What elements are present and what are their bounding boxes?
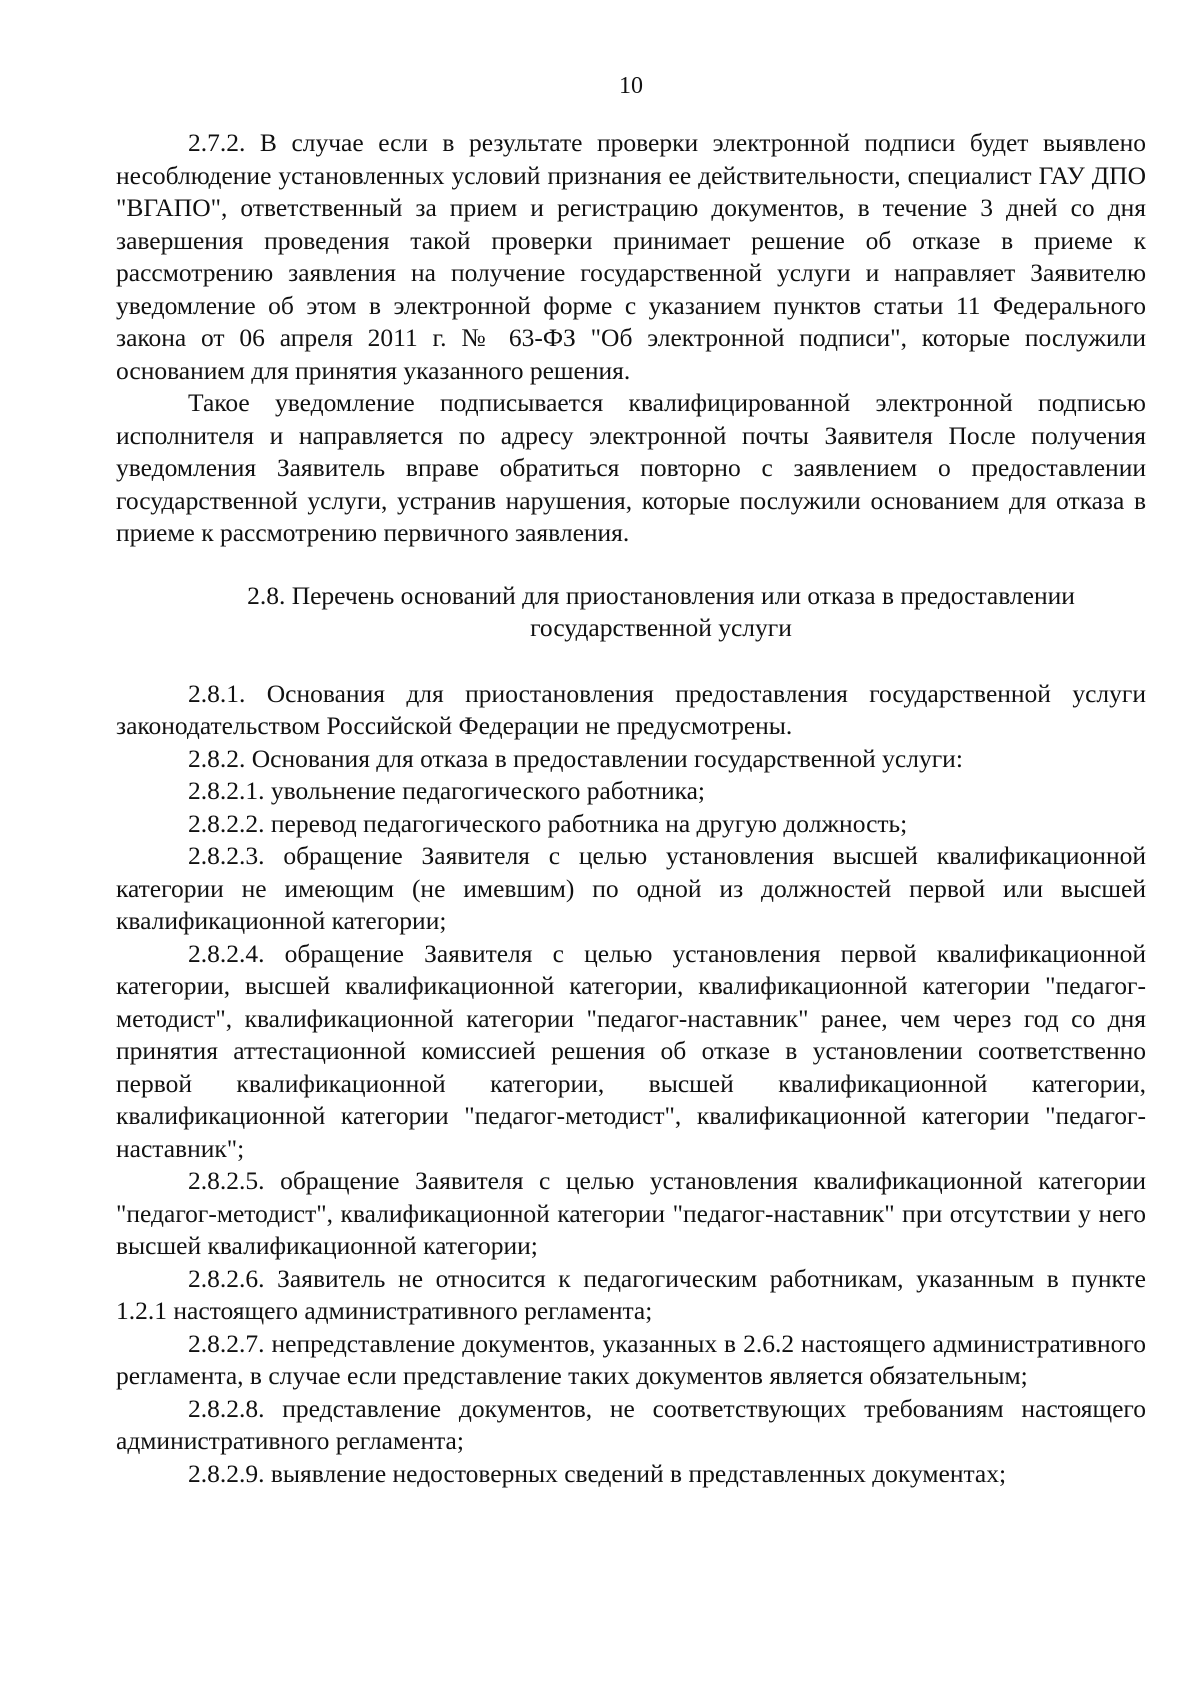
paragraph-2-8-2-7: 2.8.2.7. непредставление документов, указанных в 2.6.2 настоящего административного регламента, в случае если представление таких документов является обязательным; — [116, 1328, 1146, 1390]
document-body — [116, 127, 1146, 1490]
paragraph-2-8-2-4: 2.8.2.4. обращение Заявителя с целью установления первой квалификационной категории, высшей квалификационной категории, квалификационной категории "педагог-методист", квалификационной категории "педагог-наставник" ранее, чем через год со дня принятия аттестационной комиссией решения об отказе в установлении соответственно первой квалификационной категории, высшей квалификационной категории, квалификационной категории "педагог-методист", квалификационной категории "педагог-наставник"; — [116, 938, 1146, 1163]
paragraph-2-8-2-3: 2.8.2.3. обращение Заявителя с целью установления высшей квалификационной категории не имеющим (не имевшим) по одной из должностей первой или высшей квалификационной категории; — [116, 841, 1146, 935]
section-heading-line-1: 2.8. Перечень оснований для приостановления или отказа в предоставлении — [247, 580, 1075, 610]
paragraph-2-8-2-9: 2.8.2.9. выявление недостоверных сведений в представленных документах; — [188, 1458, 1007, 1488]
paragraph-2-7-2: 2.7.2. В случае если в результате проверки электронной подписи будет выявлено несоблюдение установленных условий признания ее действительности, специалист ГАУ ДПО "ВГАПО", ответственный за прием и регистрацию документов, в течение 3 дней со дня завершения проведения такой проверки принимает решение об отказе в приеме к рассмотрению заявления на получение государственной услуги и направляет Заявителю уведомление об этом в электронной форме с указанием пунктов статьи 11 Федерального закона от 06 апреля 2011 г. № 63-ФЗ "Об электронной подписи", которые послужили основанием для принятия указанного решения. — [116, 128, 1146, 385]
paragraph-2-8-2-1: 2.8.2.1. увольнение педагогического работника; — [188, 776, 705, 805]
paragraph-2-8-2-6: 2.8.2.6. Заявитель не относится к педагогическим работникам, указанным в пункте 1.2.1 настоящего административного регламента; — [116, 1263, 1146, 1325]
paragraph-2-8-2-5: 2.8.2.5. обращение Заявителя с целью установления квалификационной категории "педагог-методист", квалификационной категории "педагог-наставник" при отсутствии у него высшей квалификационной категории; — [116, 1166, 1146, 1260]
paragraph-2-8-1: 2.8.1. Основания для приостановления предоставления государственной услуги законодательством Российской Федерации не предусмотрены. — [116, 678, 1146, 740]
section-heading-line-2: государственной услуги — [530, 613, 792, 642]
paragraph-2-8-2-8: 2.8.2.8. представление документов, не соответствующих требованиям настоящего административного регламента; — [116, 1393, 1146, 1455]
paragraph-2-8-2-2: 2.8.2.2. перевод педагогического работника на другую должность; — [188, 808, 908, 838]
paragraph-notification: Такое уведомление подписывается квалифицированной электронной подписью исполнителя и направляется по адресу электронной почты Заявителя После получения уведомления Заявитель вправе обратиться повторно с заявлением о предоставлении государственной услуги, устранив нарушения, которые послужили основанием для отказа в приеме к рассмотрению первичного заявления. — [116, 388, 1146, 547]
paragraph-2-8-2: 2.8.2. Основания для отказа в предоставлении государственной услуги: — [188, 743, 963, 773]
page-number: 10 — [619, 73, 643, 99]
section-heading-2-8 — [116, 580, 1146, 645]
